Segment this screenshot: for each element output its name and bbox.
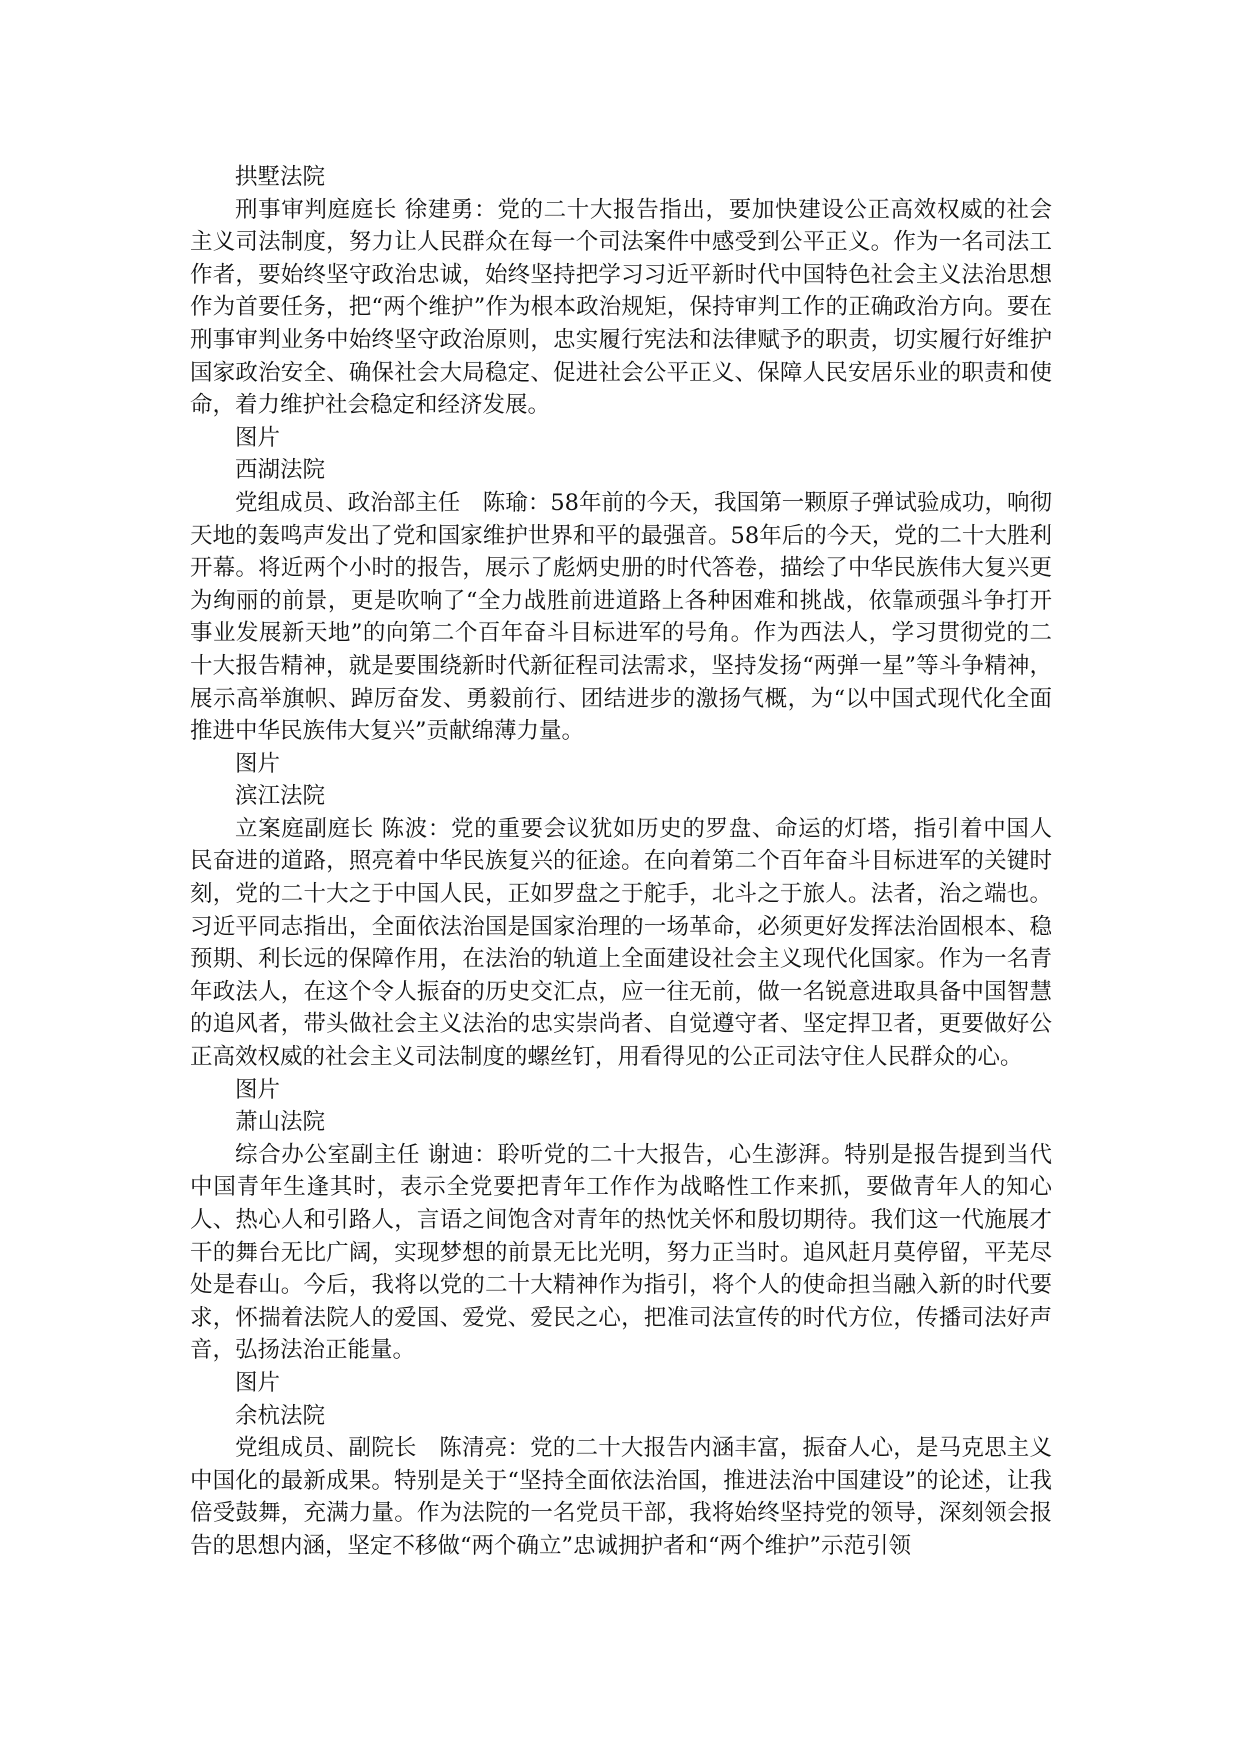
image-placeholder-binjiang: 图片 [235,1076,281,1103]
court-heading-gongshu: 拱墅法院 [235,164,326,190]
court-heading-binjiang: 滨江法院 [235,783,326,810]
court-heading-xiaoshan: 萧山法院 [235,1109,326,1136]
statement-paragraph-binjiang: 立案庭副庭长 陈波：党的重要会议犹如历史的罗盘、命运的灯塔，指引着中国人民奋进的道路，照亮着中华民族复兴的征途。在向着第二个百年奋斗目标进军的关键时刻，党的二十大之于中国人民，正如罗盘之于舵手，北斗之于旅人。法者，治之端也。习近平同志指出，全面依法治国是国家治理的一场革命，必须更好发挥法治固根本、稳预期、利长远的保障作用，在法治的轨道上全面建设社会主义现代化国家。作为一名青年政法人，在这个令人振奋的历史交汇点，应一往无前，做一名锐意进取具备中国智慧的追风者，带头做社会主义法治的忠实崇尚者、自觉遵守者、坚定捍卫者，更要做好公正高效权威的社会主义司法制度的螺丝钉，用看得见的公正司法守住人民群众的心。 [190,815,1052,1071]
image-placeholder-gongshu: 图片 [235,424,281,451]
statement-paragraph-xiaoshan: 综合办公室副主任 谢迪：聆听党的二十大报告，心生澎湃。特别是报告提到当代中国青年生逢其时，表示全党要把青年工作作为战略性工作来抓，要做青年人的知心人、热心人和引路人，言语之间饱含对青年的热忱关怀和殷切期待。我们这一代施展才干的舞台无比广阔，实现梦想的前景无比光明，努力正当时。追风赶月莫停留，平芜尽处是春山。今后，我将以党的二十大精神作为指引，将个人的使命担当融入新的时代要求，怀揣着法院人的爱国、爱党、爱民之心，把准司法宣传的时代方位，传播司法好声音，弘扬法治正能量。 [190,1141,1052,1364]
image-placeholder-xihu: 图片 [235,750,281,777]
statement-paragraph-gongshu: 刑事审判庭庭长 徐建勇：党的二十大报告指出，要加快建设公正高效权威的社会主义司法制度，努力让人民群众在每一个司法案件中感受到公平正义。作为一名司法工作者，要始终坚守政治忠诚，始终坚持把学习习近平新时代中国特色社会主义法治思想作为首要任务，把“两个维护”作为根本政治规矩，保持审判工作的正确政治方向。要在刑事审判业务中始终坚守政治原则，忠实履行宪法和法律赋予的职责，切实履行好维护国家政治安全、确保社会大局稳定、促进社会公平正义、保障人民安居乐业的职责和使命，着力维护社会稳定和经济发展。 [190,196,1052,419]
document-body [190,161,1052,1563]
image-placeholder-xiaoshan: 图片 [235,1369,281,1396]
court-heading-yuhang: 余杭法院 [235,1402,326,1429]
statement-paragraph-xihu: 党组成员、政治部主任 陈瑜：58年前的今天，我国第一颗原子弹试验成功，响彻天地的轰鸣声发出了党和国家维护世界和平的最强音。58年后的今天，党的二十大胜利开幕。将近两个小时的报告，展示了彪炳史册的时代答卷，描绘了中华民族伟大复兴更为绚丽的前景，更是吹响了“全力战胜前进道路上各种困难和挑战，依靠顽强斗争打开事业发展新天地”的向第二个百年奋斗目标进军的号角。作为西法人，学习贯彻党的二十大报告精神，就是要围绕新时代新征程司法需求，坚持发扬“两弹一星”等斗争精神，展示高举旗帜、踔厉奋发、勇毅前行、团结进步的激扬气概，为“以中国式现代化全面推进中华民族伟大复兴”贡献绵薄力量。 [190,489,1052,745]
statement-paragraph-yuhang: 党组成员、副院长 陈清亮：党的二十大报告内涵丰富，振奋人心，是马克思主义中国化的最新成果。特别是关于“坚持全面依法治国，推进法治中国建设”的论述，让我倍受鼓舞，充满力量。作为法院的一名党员干部，我将始终坚持党的领导，深刻领会报告的思想内涵，坚定不移做“两个确立”忠诚拥护者和“两个维护”示范引领 [190,1435,1052,1559]
court-heading-xihu: 西湖法院 [235,457,326,484]
